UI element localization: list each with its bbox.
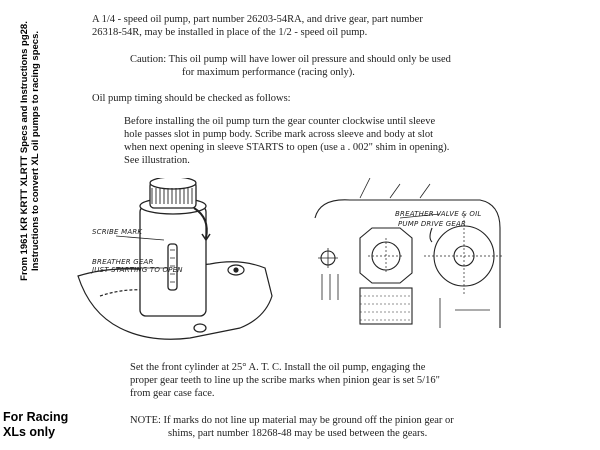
breather-gear-label: JUST STARTING TO OPEN — [92, 266, 183, 274]
gear-diagram-right — [315, 178, 504, 328]
timing-steps-paragraph — [124, 115, 449, 167]
text-line: proper gear teeth to line up the scribe marks when pinion gear is set 5/16" — [130, 375, 440, 386]
text-line: hole passes slot in pump body. Scribe mark across sleeve and body at slot — [124, 129, 434, 140]
timing-heading: Oil pump timing should be checked as follows: — [92, 93, 291, 104]
side-caption-line: Instructions to convert XL oil pumps to racing specs. — [30, 31, 41, 272]
text-line: A 1/4 - speed oil pump, part number 26203-54RA, and drive gear, part number — [92, 14, 423, 25]
text-line: NOTE: If marks do not line up material may be ground off the pinion gear or — [130, 415, 454, 426]
text-line: for maximum performance (racing only). — [182, 67, 355, 78]
racing-note-line: XLs only — [3, 425, 56, 439]
text-line: Set the front cylinder at 25° A. T. C. Install the oil pump, engaging the — [130, 362, 426, 373]
racing-note-line: For Racing — [3, 410, 69, 424]
text-line: when next opening in sleeve STARTS to open (use a . 002" shim in opening). — [124, 142, 450, 153]
breather-gear-label: BREATHER GEAR — [92, 258, 154, 266]
set-cylinder-paragraph — [130, 361, 440, 400]
text-line: shims, part number 18268-48 may be used between the gears. — [168, 428, 428, 439]
racing-note — [3, 410, 83, 440]
intro-paragraph — [92, 13, 423, 39]
side-caption — [2, 6, 58, 296]
text-line: See illustration. — [124, 155, 190, 166]
note-paragraph — [130, 414, 454, 440]
caution-paragraph — [130, 53, 451, 79]
breather-valve-label: BREATHER VALVE & OIL — [395, 210, 482, 218]
text-line: Caution: This oil pump will have lower oil pressure and should only be used — [130, 54, 451, 65]
text-line: Before installing the oil pump turn the gear counter clockwise until sleeve — [124, 116, 436, 127]
pump-body — [140, 178, 210, 316]
text-line: from gear case face. — [130, 388, 215, 399]
scribe-mark-label: SCRIBE MARK — [92, 228, 143, 236]
side-caption-line: From 1961 KR KRTT XLRTT Specs and Instructions pg28. — [19, 21, 30, 281]
text-line: 26318-54R, may be installed in place of the 1/2 - speed oil pump. — [92, 27, 368, 38]
oil-pump-illustration — [60, 178, 530, 348]
breather-valve-label: PUMP DRIVE GEAR — [398, 220, 467, 228]
